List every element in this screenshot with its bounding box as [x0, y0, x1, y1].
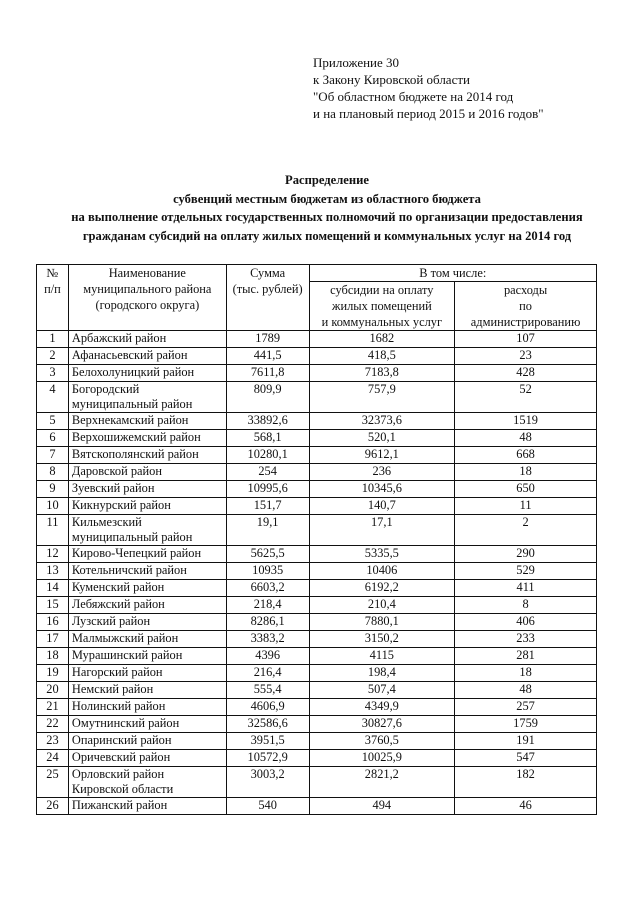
administration-value: 547: [455, 750, 597, 767]
sum-value: 33892,6: [226, 413, 309, 430]
table-row: [37, 498, 597, 515]
row-number: 21: [37, 699, 69, 716]
administration-value: 257: [455, 699, 597, 716]
table-row: [37, 798, 597, 815]
appendix-reference: [313, 54, 544, 122]
table-row: [37, 580, 597, 597]
district-name-line: Котельничский район: [71, 563, 187, 577]
subsidies-value: 30827,6: [309, 716, 455, 733]
district-name-line: Малмыжский район: [71, 631, 179, 645]
administration-value: 281: [455, 648, 597, 665]
sum-value: 7611,8: [226, 365, 309, 382]
row-number: 4: [37, 382, 69, 413]
sum-value: 568,1: [226, 430, 309, 447]
row-number: 11: [37, 515, 69, 546]
table-row: [37, 481, 597, 498]
table-row: [37, 365, 597, 382]
administration-value: 182: [455, 767, 597, 798]
table-row: [37, 348, 597, 365]
district-name: [68, 665, 226, 682]
sum-value: 809,9: [226, 382, 309, 413]
header-number: № п/п: [37, 265, 69, 331]
table-row: [37, 750, 597, 767]
district-name: [68, 447, 226, 464]
district-name-line: Арбажский район: [71, 331, 167, 345]
sum-value: 5625,5: [226, 546, 309, 563]
table-row: [37, 331, 597, 348]
subsidies-value: 198,4: [309, 665, 455, 682]
subsidies-value: 520,1: [309, 430, 455, 447]
table-row: [37, 665, 597, 682]
subsidies-value: 236: [309, 464, 455, 481]
district-name: [68, 767, 226, 798]
administration-value: 11: [455, 498, 597, 515]
header-including: В том числе:: [309, 265, 596, 282]
district-name-line: муниципальный район: [71, 530, 193, 544]
sum-value: 540: [226, 798, 309, 815]
district-name: [68, 331, 226, 348]
administration-value: 650: [455, 481, 597, 498]
district-name: [68, 365, 226, 382]
table-row: [37, 464, 597, 481]
sum-value: 3383,2: [226, 631, 309, 648]
sum-value: 441,5: [226, 348, 309, 365]
sum-value: 4396: [226, 648, 309, 665]
table-row: [37, 631, 597, 648]
administration-value: 290: [455, 546, 597, 563]
sum-value: 1789: [226, 331, 309, 348]
district-name: [68, 614, 226, 631]
row-number: 6: [37, 430, 69, 447]
district-name-line: Лузский район: [71, 614, 151, 628]
district-name: [68, 498, 226, 515]
sum-value: 8286,1: [226, 614, 309, 631]
table-row: [37, 733, 597, 750]
table-body: [37, 331, 597, 815]
district-name-line: Орловский район: [71, 767, 165, 781]
district-name: [68, 546, 226, 563]
district-name-line: Вятскополянский район: [71, 447, 199, 461]
district-name-line: Богородский: [71, 382, 140, 396]
district-name: [68, 631, 226, 648]
district-name-line: Кировской области: [71, 782, 174, 796]
administration-value: 48: [455, 430, 597, 447]
sum-value: 32586,6: [226, 716, 309, 733]
sum-value: 10572,9: [226, 750, 309, 767]
administration-value: 8: [455, 597, 597, 614]
table-row: [37, 767, 597, 798]
district-name: [68, 348, 226, 365]
sum-value: 19,1: [226, 515, 309, 546]
district-name-line: Верхнекамский район: [71, 413, 189, 427]
row-number: 25: [37, 767, 69, 798]
table-row: [37, 447, 597, 464]
sum-value: 151,7: [226, 498, 309, 515]
sum-value: 10280,1: [226, 447, 309, 464]
district-name-line: Кирово-Чепецкий район: [71, 546, 202, 560]
sum-value: 218,4: [226, 597, 309, 614]
administration-value: 668: [455, 447, 597, 464]
header-subsidies: субсидии на оплату жилых помещений и коммунальных услуг: [309, 282, 455, 331]
sum-value: 254: [226, 464, 309, 481]
subsidies-value: 10345,6: [309, 481, 455, 498]
appendix-line: и на плановый период 2015 и 2016 годов": [313, 106, 544, 121]
district-name: [68, 580, 226, 597]
row-number: 15: [37, 597, 69, 614]
district-name: [68, 515, 226, 546]
district-name: [68, 750, 226, 767]
table-row: [37, 563, 597, 580]
district-name-line: Нолинский район: [71, 699, 166, 713]
table-row: [37, 699, 597, 716]
district-name: [68, 648, 226, 665]
district-name: [68, 682, 226, 699]
table-row: [37, 546, 597, 563]
appendix-line: "Об областном бюджете на 2014 год: [313, 89, 514, 104]
sum-value: 216,4: [226, 665, 309, 682]
subsidies-value: 9612,1: [309, 447, 455, 464]
subsidies-value: 6192,2: [309, 580, 455, 597]
administration-value: 18: [455, 665, 597, 682]
administration-value: 18: [455, 464, 597, 481]
subsidies-value: 757,9: [309, 382, 455, 413]
district-name-line: Белохолуницкий район: [71, 365, 195, 379]
administration-value: 233: [455, 631, 597, 648]
district-name-line: Кильмезский: [71, 515, 142, 529]
row-number: 1: [37, 331, 69, 348]
row-number: 18: [37, 648, 69, 665]
administration-value: 406: [455, 614, 597, 631]
district-name-line: Верхошижемский район: [71, 430, 201, 444]
table-row: [37, 382, 597, 413]
subsidies-value: 2821,2: [309, 767, 455, 798]
row-number: 12: [37, 546, 69, 563]
subsidies-value: 3150,2: [309, 631, 455, 648]
table-row: [37, 716, 597, 733]
district-name: [68, 430, 226, 447]
appendix-line: к Закону Кировской области: [313, 72, 470, 87]
administration-value: 411: [455, 580, 597, 597]
table-row: [37, 648, 597, 665]
administration-value: 2: [455, 515, 597, 546]
district-name-line: Пижанский район: [71, 798, 168, 812]
appendix-line: Приложение 30: [313, 55, 400, 70]
row-number: 14: [37, 580, 69, 597]
subsidies-value: 140,7: [309, 498, 455, 515]
district-name-line: Зуевский район: [71, 481, 155, 495]
district-name: [68, 798, 226, 815]
district-name: [68, 563, 226, 580]
administration-value: 428: [455, 365, 597, 382]
row-number: 10: [37, 498, 69, 515]
district-name-line: Афанасьевский район: [71, 348, 188, 362]
district-name-line: Нагорский район: [71, 665, 163, 679]
subsidies-value: 32373,6: [309, 413, 455, 430]
district-name-line: муниципальный район: [71, 397, 193, 411]
subsidies-value: 7183,8: [309, 365, 455, 382]
table-row: [37, 515, 597, 546]
row-number: 7: [37, 447, 69, 464]
district-name: [68, 597, 226, 614]
title-line: Распределение: [285, 173, 369, 187]
subsidies-value: 418,5: [309, 348, 455, 365]
district-name: [68, 464, 226, 481]
row-number: 17: [37, 631, 69, 648]
row-number: 2: [37, 348, 69, 365]
sum-value: 3003,2: [226, 767, 309, 798]
district-name-line: Кикнурский район: [71, 498, 171, 512]
row-number: 19: [37, 665, 69, 682]
subsidies-value: 3760,5: [309, 733, 455, 750]
row-number: 24: [37, 750, 69, 767]
subsidies-value: 4349,9: [309, 699, 455, 716]
district-name-line: Куменский район: [71, 580, 165, 594]
sum-value: 555,4: [226, 682, 309, 699]
table-row: [37, 413, 597, 430]
district-name-line: Даровской район: [71, 464, 162, 478]
sum-value: 6603,2: [226, 580, 309, 597]
header-sum: Сумма (тыс. рублей): [226, 265, 309, 331]
distribution-table: [36, 264, 597, 815]
table-row: [37, 430, 597, 447]
administration-value: 107: [455, 331, 597, 348]
table-row: [37, 614, 597, 631]
sum-value: 10935: [226, 563, 309, 580]
table-row: [37, 682, 597, 699]
sum-value: 10995,6: [226, 481, 309, 498]
district-name-line: Опаринский район: [71, 733, 172, 747]
administration-value: 1759: [455, 716, 597, 733]
title-line: субвенций местным бюджетам из областного бюджета: [173, 191, 481, 206]
subsidies-value: 7880,1: [309, 614, 455, 631]
administration-value: 191: [455, 733, 597, 750]
district-name-line: Оричевский район: [71, 750, 171, 764]
sum-value: 4606,9: [226, 699, 309, 716]
administration-value: 1519: [455, 413, 597, 430]
subsidies-value: 10406: [309, 563, 455, 580]
table-row: [37, 597, 597, 614]
row-number: 20: [37, 682, 69, 699]
title-line: гражданам субсидий на оплату жилых помещений и коммунальных услуг на 2014 год: [82, 228, 572, 243]
district-name-line: Лебяжский район: [71, 597, 165, 611]
row-number: 5: [37, 413, 69, 430]
district-name: [68, 699, 226, 716]
subsidies-value: 17,1: [309, 515, 455, 546]
district-name-line: Немский район: [71, 682, 154, 696]
header-name: Наименование муниципального района (городского округа): [68, 265, 226, 331]
district-name: [68, 481, 226, 498]
subsidies-value: 5335,5: [309, 546, 455, 563]
row-number: 23: [37, 733, 69, 750]
administration-value: 23: [455, 348, 597, 365]
sum-value: 3951,5: [226, 733, 309, 750]
administration-value: 52: [455, 382, 597, 413]
subsidies-value: 10025,9: [309, 750, 455, 767]
row-number: 22: [37, 716, 69, 733]
document-title: [30, 171, 624, 245]
district-name: [68, 716, 226, 733]
title-line: на выполнение отдельных государственных полномочий по организации предоставления: [71, 210, 583, 224]
subsidies-value: 4115: [309, 648, 455, 665]
row-number: 13: [37, 563, 69, 580]
district-name: [68, 733, 226, 750]
district-name: [68, 382, 226, 413]
row-number: 26: [37, 798, 69, 815]
row-number: 9: [37, 481, 69, 498]
row-number: 16: [37, 614, 69, 631]
administration-value: 529: [455, 563, 597, 580]
district-name: [68, 413, 226, 430]
administration-value: 46: [455, 798, 597, 815]
subsidies-value: 210,4: [309, 597, 455, 614]
header-administration: расходы по администрированию: [455, 282, 597, 331]
district-name-line: Омутнинский район: [71, 716, 180, 730]
administration-value: 48: [455, 682, 597, 699]
row-number: 3: [37, 365, 69, 382]
subsidies-value: 1682: [309, 331, 455, 348]
row-number: 8: [37, 464, 69, 481]
subsidies-value: 507,4: [309, 682, 455, 699]
subsidies-value: 494: [309, 798, 455, 815]
district-name-line: Мурашинский район: [71, 648, 183, 662]
